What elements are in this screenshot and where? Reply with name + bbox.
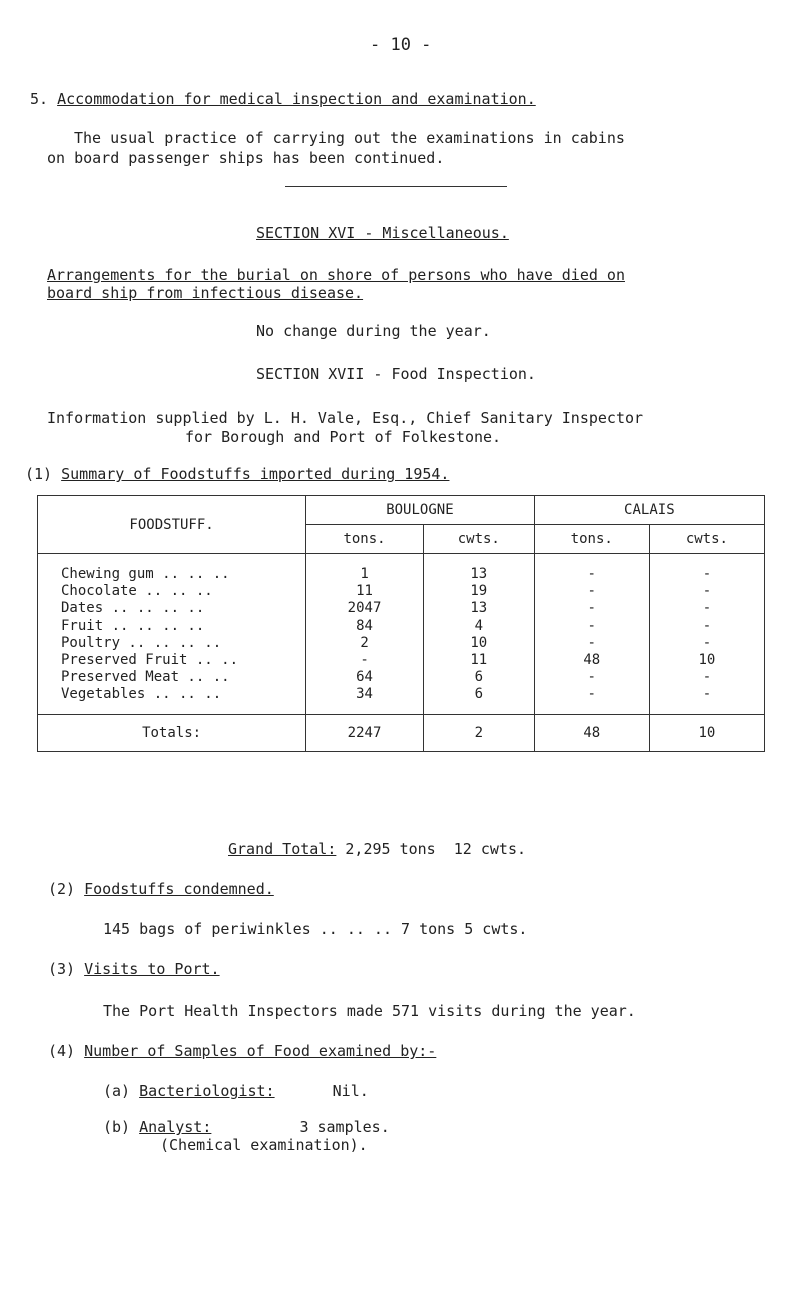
section17-info-line2: for Borough and Port of Folkestone.	[185, 428, 502, 446]
item5-text-line2: on board passenger ships has been continued.	[47, 149, 445, 167]
cell: -	[702, 600, 712, 617]
cell: -	[702, 583, 712, 600]
cell: 19	[470, 583, 488, 600]
totals-label: Totals:	[38, 714, 306, 751]
cell: 1	[360, 566, 369, 582]
boulogne-tons-values	[306, 554, 424, 715]
item5-heading: Accommodation for medical inspection and examination.	[57, 90, 536, 108]
row-name: Chewing gum .. .. ..	[61, 566, 230, 582]
section17-title: SECTION XVII - Food Inspection.	[256, 365, 536, 383]
boulogne-cwts-values	[423, 554, 534, 715]
row-name: Preserved Fruit .. ..	[61, 651, 239, 668]
summary-heading: Summary of Foodstuffs imported during 1954.	[61, 465, 450, 483]
summary-number: (1)	[25, 465, 53, 483]
total-boulogne-cwts: 2	[423, 714, 534, 751]
section16-heading-line1: Arrangements for the burial on shore of persons who have died on	[47, 266, 625, 284]
cell: 11	[470, 651, 488, 668]
summary-heading-row	[25, 465, 449, 483]
grand-total-label: Grand Total:	[228, 840, 337, 858]
cell: 34	[356, 686, 373, 703]
total-boulogne-tons: 2247	[306, 714, 424, 751]
cell: 10	[698, 651, 716, 668]
samples-a-row	[103, 1082, 369, 1100]
section17-info-line1: Information supplied by L. H. Vale, Esq., Chief Sanitary Inspector	[47, 409, 644, 427]
cell: 48	[583, 651, 601, 668]
cell: 2047	[347, 600, 382, 617]
cell: -	[360, 651, 369, 668]
boulogne-cwts-header: cwts.	[423, 525, 534, 554]
samples-heading: Number of Samples of Food examined by:-	[84, 1042, 437, 1060]
cell: -	[587, 566, 596, 582]
page-number: - 10 -	[370, 35, 432, 55]
row-name: Chocolate .. .. ..	[61, 583, 213, 600]
cell: -	[587, 600, 596, 617]
grand-total-value: 2,295 tons 12 cwts.	[345, 840, 527, 858]
total-calais-cwts: 10	[649, 714, 764, 751]
samples-a-label: (a)	[103, 1082, 131, 1100]
cell: -	[587, 634, 596, 651]
samples-b-heading: Analyst:	[139, 1118, 212, 1136]
foodstuff-names	[38, 554, 306, 715]
cell: 13	[470, 600, 488, 617]
item5-number: 5.	[30, 90, 49, 108]
calais-tons-header: tons.	[534, 525, 649, 554]
calais-cwts-values	[649, 554, 764, 715]
samples-b-value: 3 samples.	[299, 1118, 390, 1136]
samples-b-row	[103, 1118, 390, 1136]
condemned-heading: Foodstuffs condemned.	[84, 880, 274, 898]
samples-heading-row	[48, 1042, 436, 1060]
cell: 10	[470, 634, 488, 651]
row-name: Fruit .. .. .. ..	[61, 617, 205, 634]
cell: -	[587, 583, 596, 600]
condemned-number: (2)	[48, 880, 76, 898]
section16-text: No change during the year.	[256, 322, 491, 340]
row-name: Dates .. .. .. ..	[61, 600, 205, 617]
cell: -	[587, 617, 596, 634]
row-name: Preserved Meat .. ..	[61, 669, 230, 686]
cell: -	[702, 566, 712, 582]
cell: -	[587, 686, 596, 703]
foodstuffs-table	[37, 495, 765, 752]
visits-heading-row	[48, 960, 220, 978]
samples-number: (4)	[48, 1042, 76, 1060]
visits-text: The Port Health Inspectors made 571 visits during the year.	[103, 1002, 636, 1020]
samples-a-heading: Bacteriologist:	[139, 1082, 275, 1100]
cell: 6	[474, 686, 484, 703]
col-boulogne: BOULOGNE	[306, 496, 535, 525]
cell: -	[702, 686, 712, 703]
cell: 6	[474, 669, 484, 686]
visits-heading: Visits to Port.	[84, 960, 220, 978]
section16-title: SECTION XVI - Miscellaneous.	[256, 224, 509, 242]
cell: -	[587, 669, 596, 686]
table-body	[38, 554, 765, 715]
condemned-heading-row	[48, 880, 274, 898]
cell: 13	[470, 566, 488, 582]
col-foodstuff: FOODSTUFF.	[38, 496, 306, 554]
cell: -	[702, 634, 712, 651]
samples-b-label: (b)	[103, 1118, 131, 1136]
samples-a-value: Nil.	[332, 1082, 369, 1100]
samples-b-note: (Chemical examination).	[160, 1136, 368, 1154]
cell: 4	[474, 617, 484, 634]
total-calais-tons: 48	[534, 714, 649, 751]
col-calais: CALAIS	[534, 496, 764, 525]
grand-total-row	[228, 840, 526, 858]
condemned-line: 145 bags of periwinkles .. .. .. 7 tons 5 cwts.	[103, 920, 528, 938]
item5-heading-row	[30, 90, 536, 108]
cell: 2	[360, 634, 369, 651]
cell: -	[702, 669, 712, 686]
item5-text-line1: The usual practice of carrying out the examinations in cabins	[74, 129, 625, 147]
cell: 11	[356, 583, 373, 600]
calais-tons-values	[534, 554, 649, 715]
cell: 64	[356, 669, 373, 686]
divider	[285, 186, 507, 187]
row-name: Vegetables .. .. ..	[61, 686, 222, 703]
cell: -	[702, 617, 712, 634]
section16-heading-line2: board ship from infectious disease.	[47, 284, 364, 302]
row-name: Poultry .. .. .. ..	[61, 634, 222, 651]
visits-number: (3)	[48, 960, 76, 978]
boulogne-tons-header: tons.	[306, 525, 424, 554]
totals-row	[38, 714, 765, 751]
calais-cwts-header: cwts.	[649, 525, 764, 554]
cell: 84	[356, 617, 373, 634]
